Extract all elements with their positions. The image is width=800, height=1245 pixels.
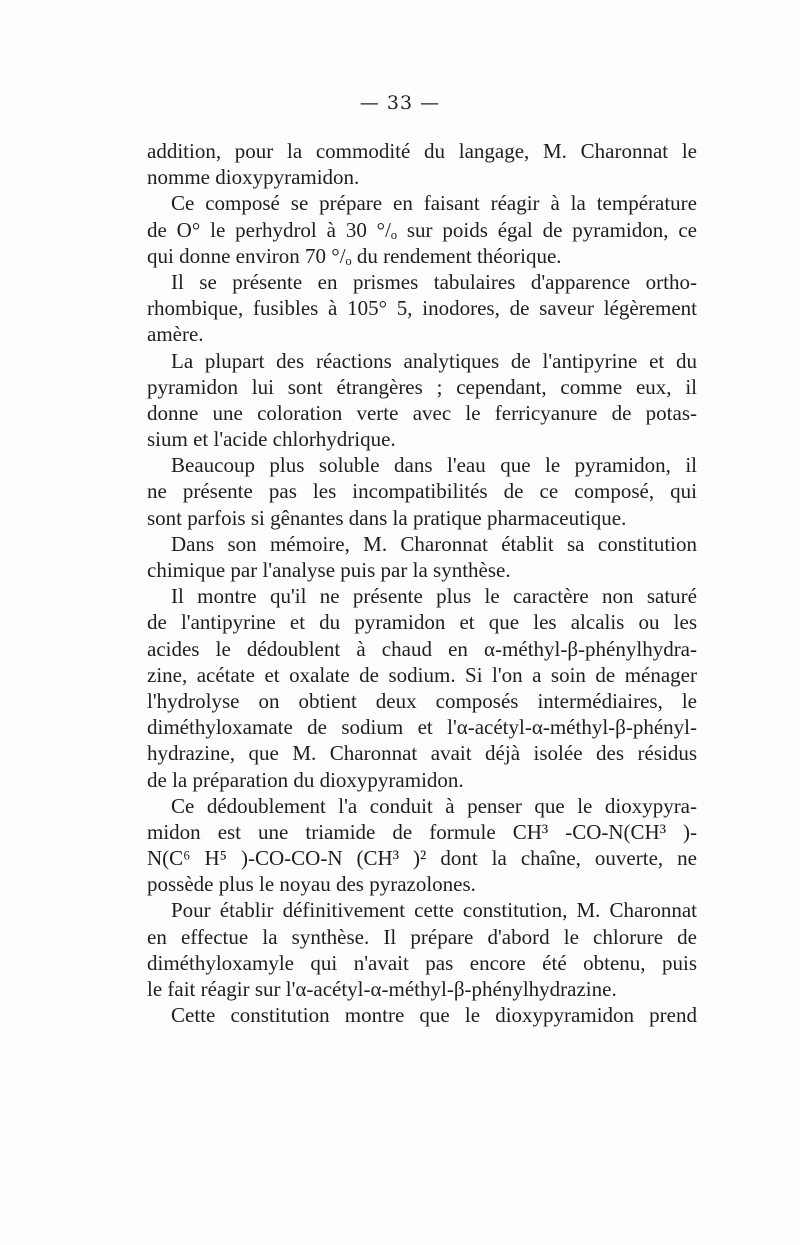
text-line: ne présente pas les incompatibilités de ce composé, qui	[147, 479, 697, 504]
text-line: Il se présente en prismes tabulaires d'apparence ortho-	[171, 269, 697, 294]
text-line: midon est une triamide de formule CH³ -CO-N(CH³ )-	[147, 819, 697, 844]
text-line: Dans son mémoire, M. Charonnat établit sa constitution	[171, 531, 697, 556]
text-line: de la préparation du dioxypyramidon.	[147, 767, 464, 792]
text-line: qui donne environ 70 °/ₒ du rendement théorique.	[147, 243, 562, 268]
text-line: Ce dédoublement l'a conduit à penser que le dioxypyra-	[171, 793, 697, 818]
text-line: chimique par l'analyse puis par la synthèse.	[147, 558, 511, 582]
text-line: donne une coloration verte avec le ferricyanure de potas-	[147, 400, 697, 425]
text-line: acides le dédoublent à chaud en α-méthyl-β-phénylhydra-	[147, 636, 697, 661]
text-line: Ce composé se prépare en faisant réagir à la température	[171, 191, 697, 216]
text-line: sium et l'acide chlorhydrique.	[147, 427, 396, 452]
text-line: en effectue la synthèse. Il prépare d'abord le chlorure de	[147, 924, 697, 949]
text-line: Beaucoup plus soluble dans l'eau que le pyramidon, il	[171, 453, 697, 478]
text-line: zine, acétate et oxalate de sodium. Si l'on a soin de ménager	[147, 662, 697, 687]
text-line: Pour établir définitivement cette constitution, M. Charonnat	[171, 898, 697, 923]
text-line: sont parfois si gênantes dans la pratique pharmaceutique.	[147, 505, 627, 530]
text-line: l'hydrolyse on obtient deux composés intermédiaires, le	[147, 688, 697, 713]
text-line: Il montre qu'il ne présente plus le caractère non saturé	[171, 584, 697, 609]
text-line: nomme dioxypyramidon.	[147, 165, 360, 190]
text-line: hydrazine, que M. Charonnat avait déjà isolée des résidus	[147, 741, 697, 766]
text-line: de l'antipyrine et du pyramidon et que les alcalis ou les	[147, 610, 697, 635]
text-line: pyramidon lui sont étrangères ; cependant, comme eux, il	[147, 374, 697, 399]
text-line: La plupart des réactions analytiques de l'antipyrine et du	[171, 348, 697, 373]
page-number: — 33 —	[359, 92, 441, 114]
text-line: rhombique, fusibles à 105° 5, inodores, de saveur légèrement	[147, 296, 697, 321]
text-line: de O° le perhydrol à 30 °/ₒ sur poids égal de pyramidon, ce	[147, 217, 697, 242]
text-line: amère.	[147, 322, 204, 347]
text-line: le fait réagir sur l'α-acétyl-α-méthyl-β-phénylhydrazine.	[147, 977, 617, 1001]
text-line: possède plus le noyau des pyrazolones.	[147, 872, 476, 897]
text-line: N(C⁶ H⁵ )-CO-CO-N (CH³ )² dont la chaîne, ouverte, ne	[147, 846, 697, 871]
body-text	[147, 138, 697, 1028]
text-line: diméthyloxamate de sodium et l'α-acétyl-α-méthyl-β-phényl-	[147, 715, 697, 740]
text-line: diméthyloxamyle qui n'avait pas encore été obtenu, puis	[147, 950, 697, 975]
text-line: addition, pour la commodité du langage, M. Charonnat le	[147, 139, 697, 163]
text-line: Cette constitution montre que le dioxypyramidon prend	[171, 1003, 697, 1028]
